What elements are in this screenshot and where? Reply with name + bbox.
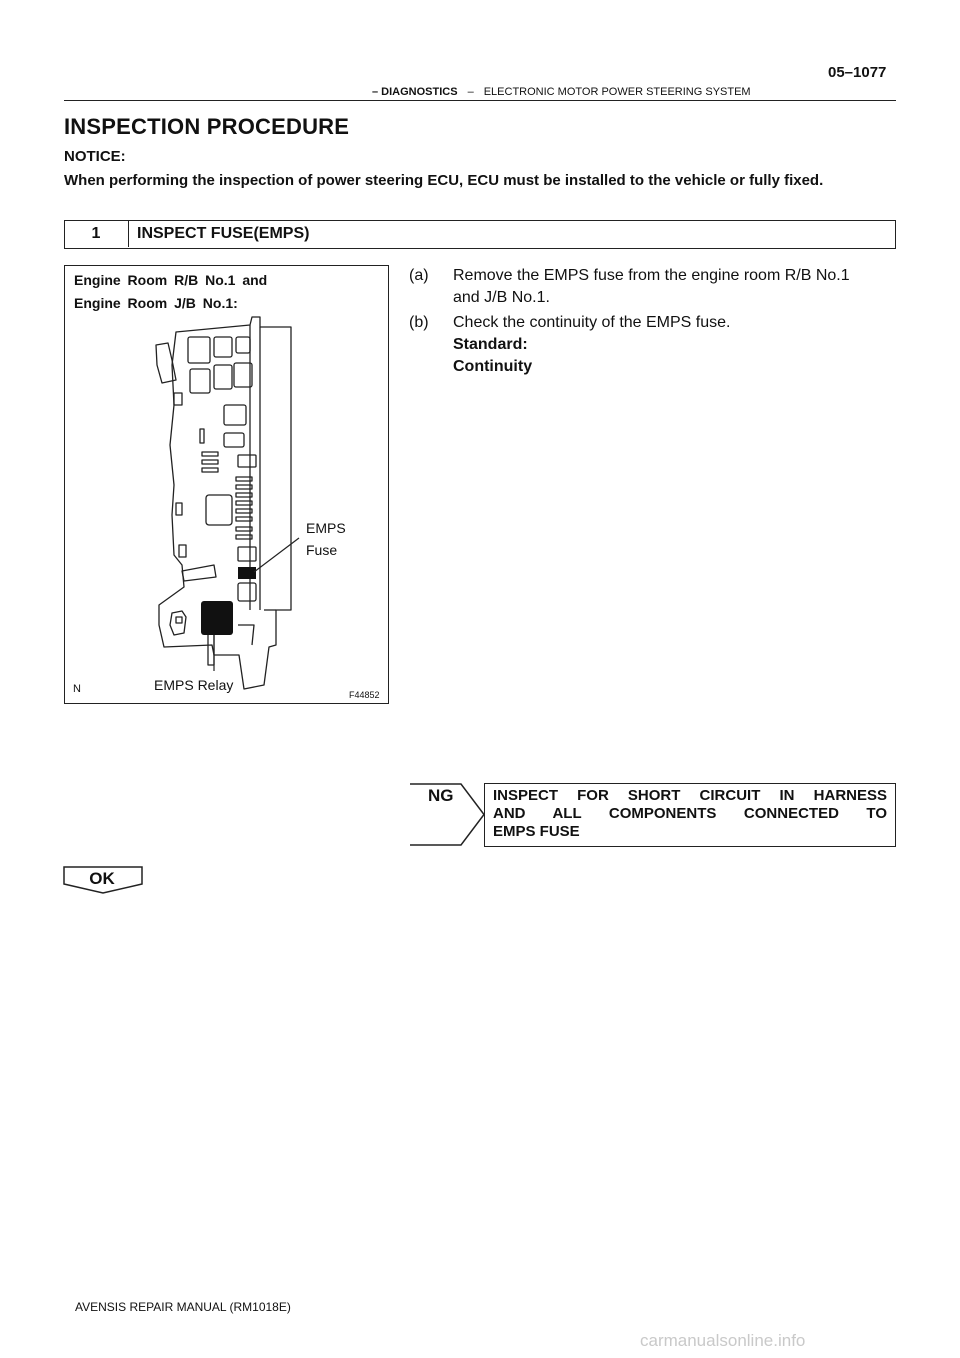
page-number: 05–1077 <box>828 64 887 81</box>
step-title: INSPECT FUSE(EMPS) <box>137 225 310 242</box>
page-title: INSPECTION PROCEDURE <box>64 114 350 139</box>
figure-caption-line1: Engine Room R/B No.1 and <box>74 272 268 288</box>
notice-text: When performing the inspection of power steering ECU, ECU must be installed to the vehicle or fully fixed. <box>64 172 824 189</box>
standard-label: Standard: <box>453 336 528 353</box>
emps-fuse-label-line2: Fuse <box>306 542 338 558</box>
ng-label: NG <box>428 786 454 805</box>
header-section <box>372 86 751 98</box>
ng-action-line2: AND ALL COMPONENTS CONNECTED TO <box>493 805 887 822</box>
emps-relay-label: EMPS Relay <box>154 677 234 693</box>
footer-manual-name: AVENSIS REPAIR MANUAL (RM1018E) <box>75 1300 291 1314</box>
item-b-text: Check the continuity of the EMPS fuse. <box>453 314 731 331</box>
figure-code: F44852 <box>349 690 380 700</box>
section-name: – DIAGNOSTICS <box>372 86 458 98</box>
emps-fuse-label-line1: EMPS <box>306 520 346 536</box>
step-number: 1 <box>64 220 129 247</box>
standard-value: Continuity <box>453 358 533 375</box>
watermark: carmanualsonline.info <box>640 1331 806 1350</box>
ng-action-line1: INSPECT FOR SHORT CIRCUIT IN HARNESS <box>493 787 887 804</box>
notice-label: NOTICE: <box>64 148 126 165</box>
item-a-text-line2: and J/B No.1. <box>453 289 550 306</box>
item-b-letter: (b) <box>409 314 429 331</box>
figure-corner-mark: N <box>73 683 81 695</box>
figure-caption-line2: Engine Room J/B No.1: <box>74 295 238 311</box>
item-a-text-line1: Remove the EMPS fuse from the engine room R/B No.1 <box>453 267 850 284</box>
subsection-name: ELECTRONIC MOTOR POWER STEERING SYSTEM <box>483 86 751 98</box>
fuse-box-diagram <box>64 265 387 702</box>
header-rule <box>64 100 896 101</box>
section-dash: – <box>467 86 474 98</box>
ng-action-line3: EMPS FUSE <box>493 823 580 840</box>
item-a-letter: (a) <box>409 267 429 284</box>
ok-label: OK <box>89 869 115 888</box>
